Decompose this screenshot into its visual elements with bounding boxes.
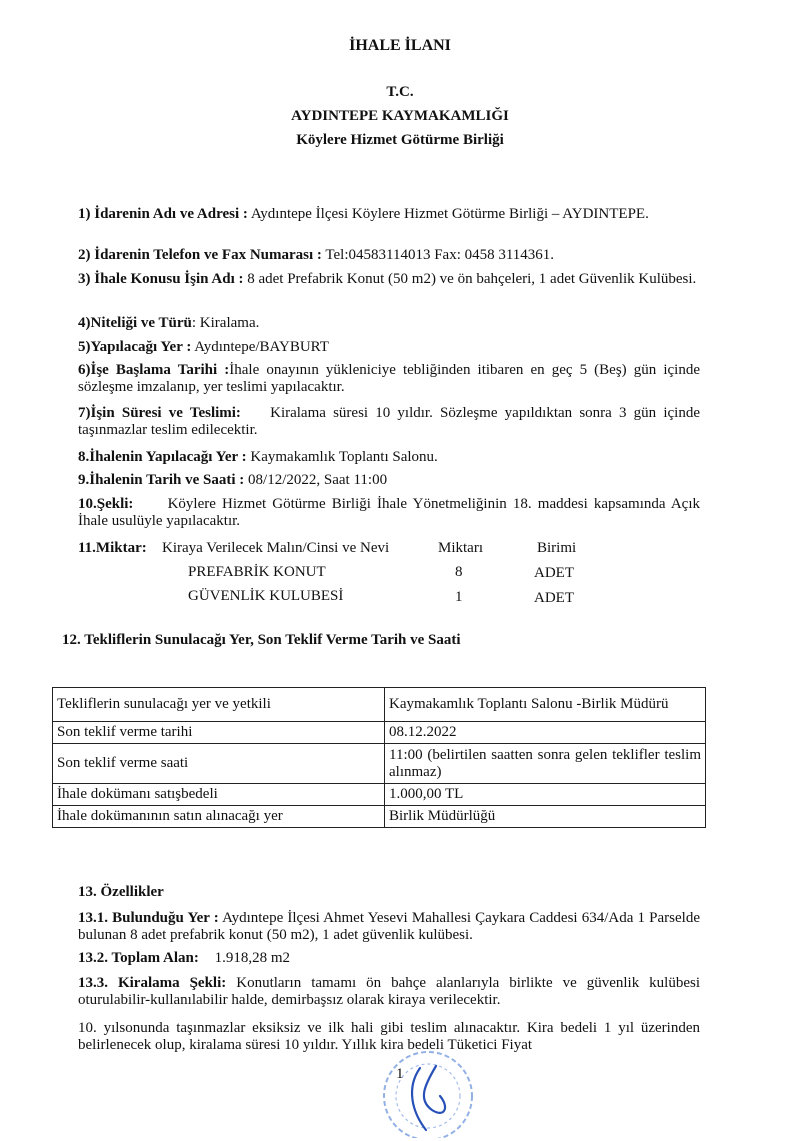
table-cell-value: Kaymakamlık Toplantı Salonu -Birlik Müdürü [385, 688, 706, 722]
item-13-2-text: 1.918,28 m2 [214, 950, 291, 966]
item-13-2-label: 13.2. Toplam Alan: [78, 950, 199, 966]
item-5-text: Aydıntepe/BAYBURT [194, 339, 329, 355]
item-5-label: 5)Yapılacağı Yer : [78, 339, 192, 355]
official-stamp-icon [366, 1038, 486, 1138]
item-3-text: 8 adet Prefabrik Konut (50 m2) ve ön bahçeleri, 1 adet Güvenlik Kulübesi. [247, 271, 697, 287]
page-number: 1 [396, 1066, 404, 1082]
item-5 [78, 339, 700, 356]
item-3 [78, 271, 700, 288]
table-cell-value: 1.000,00 TL [385, 784, 706, 806]
item-9-label: 9.İhalenin Tarih ve Saati : [78, 472, 245, 488]
item-6-text: İhale onayının yükleniciye tebliğinden itibaren en geç 5 (Beş) gün içinde sözleşme imzalanıp, yer teslimi yapılacaktır. [78, 362, 700, 395]
item-4-text: : Kiralama. [191, 315, 260, 331]
item-8 [78, 449, 700, 466]
item-1-label: 1) İdarenin Adı ve Adresi : [78, 206, 248, 222]
item-10-text: Köylere Hizmet Götürme Birliği İhale Yönetmeliğinin 18. maddesi kapsamında Açık İhale usulüyle yapılacaktır. [78, 496, 700, 529]
item-13-1 [78, 910, 700, 944]
section-12-heading: 12. Tekliflerin Sunulacağı Yer, Son Teklif Verme Tarih ve Saati [62, 632, 461, 648]
item-11-label: 11.Miktar: [78, 540, 147, 556]
item-4 [78, 315, 700, 332]
item-11-col-qty-header: Miktarı [438, 540, 483, 556]
header-tc: T.C. [386, 84, 414, 100]
table-cell-value: 11:00 (belirtilen saatten sonra gelen teklifler teslim alınmaz) [385, 744, 706, 784]
header-birlik: Köylere Hizmet Götürme Birliği [296, 132, 504, 148]
item-13-1-text: Aydıntepe İlçesi Ahmet Yesevi Mahallesi Çaykara Caddesi 634/Ada 1 Parselde bulunan 8 adet prefabrik konut (50 m2), 1 adet güvenlik kulübesi. [78, 910, 700, 943]
item-8-label: 8.İhalenin Yapılacağı Yer : [78, 449, 247, 465]
item-3-label: 3) İhale Konusu İşin Adı : [78, 271, 244, 287]
table-cell-key: İhale dokümanı satışbedeli [53, 784, 385, 806]
table-cell-key: Son teklif verme tarihi [53, 722, 385, 744]
item-9 [78, 472, 700, 489]
table-row [53, 784, 706, 806]
item-11-row-1-unit: ADET [534, 565, 574, 581]
item-10 [78, 496, 700, 530]
item-7 [78, 405, 700, 439]
table-row [53, 688, 706, 722]
item-11-col-unit-header: Birimi [537, 540, 577, 556]
item-2-label: 2) İdarenin Telefon ve Fax Numarası : [78, 247, 322, 263]
table-row [53, 806, 706, 828]
item-11-row-2-unit: ADET [534, 590, 574, 606]
section-13-heading: 13. Özellikler [78, 884, 164, 900]
item-6 [78, 362, 700, 396]
item-8-text: Kaymakamlık Toplantı Salonu. [250, 449, 438, 465]
item-11-row-1-name: PREFABRİK KONUT [188, 564, 326, 580]
item-2 [78, 247, 700, 264]
table-cell-value: Birlik Müdürlüğü [385, 806, 706, 828]
item-1-text: Aydıntepe İlçesi Köylere Hizmet Götürme Birliği – AYDINTEPE. [250, 206, 649, 222]
item-13-3-text: Konutların tamamı ön bahçe alanlarıyla birlikte ve güvenlik kulübesi oturulabilir-kullanılabilir halde, demirbaşsız olarak kiraya verilecektir. [78, 975, 701, 1008]
item-13-continuation: 10. yılsonunda taşınmazlar eksiksiz ve ilk hali gibi teslim alınacaktır. Kira bedeli 1 yıl üzerinden belirlenecek olup, kiralama süresi 10 yıldır. Yıllık kira bedeli Tüketici Fiyat [78, 1020, 700, 1053]
item-13-1-label: 13.1. Bulunduğu Yer : [78, 910, 219, 926]
header-kaymakamlik: AYDINTEPE KAYMAKAMLIĞI [291, 108, 509, 124]
item-6-label: 6)İşe Başlama Tarihi : [78, 362, 230, 378]
item-11-row-2-name: GÜVENLİK KULUBESİ [188, 588, 344, 604]
table-row [53, 722, 706, 744]
item-7-text: Kiralama süresi 10 yıldır. Sözleşme yapıldıktan sonra 3 gün içinde taşınmazlar teslim edilecektir. [78, 405, 700, 438]
item-4-label: 4)Niteliği ve Türü [78, 315, 192, 331]
item-11-row-2-qty: 1 [455, 589, 463, 605]
item-13-2 [78, 950, 700, 967]
item-9-text: 08/12/2022, Saat 11:00 [248, 472, 388, 488]
item-7-label: 7)İşin Süresi ve Teslimi: [78, 405, 241, 421]
offer-table [52, 687, 706, 828]
item-2-text: Tel:04583114013 Fax: 0458 3114361. [325, 247, 555, 263]
item-10-label: 10.Şekli: [78, 496, 134, 512]
table-row [53, 744, 706, 784]
document-title: İHALE İLANI [349, 37, 451, 54]
table-cell-key: İhale dokümanının satın alınacağı yer [53, 806, 385, 828]
table-cell-value: 08.12.2022 [385, 722, 706, 744]
item-1 [78, 206, 700, 223]
table-cell-key: Tekliflerin sunulacağı yer ve yetkili [53, 688, 385, 722]
item-13-3 [78, 975, 700, 1009]
item-13-3-label: 13.3. Kiralama Şekli: [78, 975, 227, 991]
item-11-col-name-header: Kiraya Verilecek Malın/Cinsi ve Nevi [162, 540, 390, 556]
item-11-row-1-qty: 8 [455, 564, 463, 580]
table-cell-key: Son teklif verme saati [53, 744, 385, 784]
